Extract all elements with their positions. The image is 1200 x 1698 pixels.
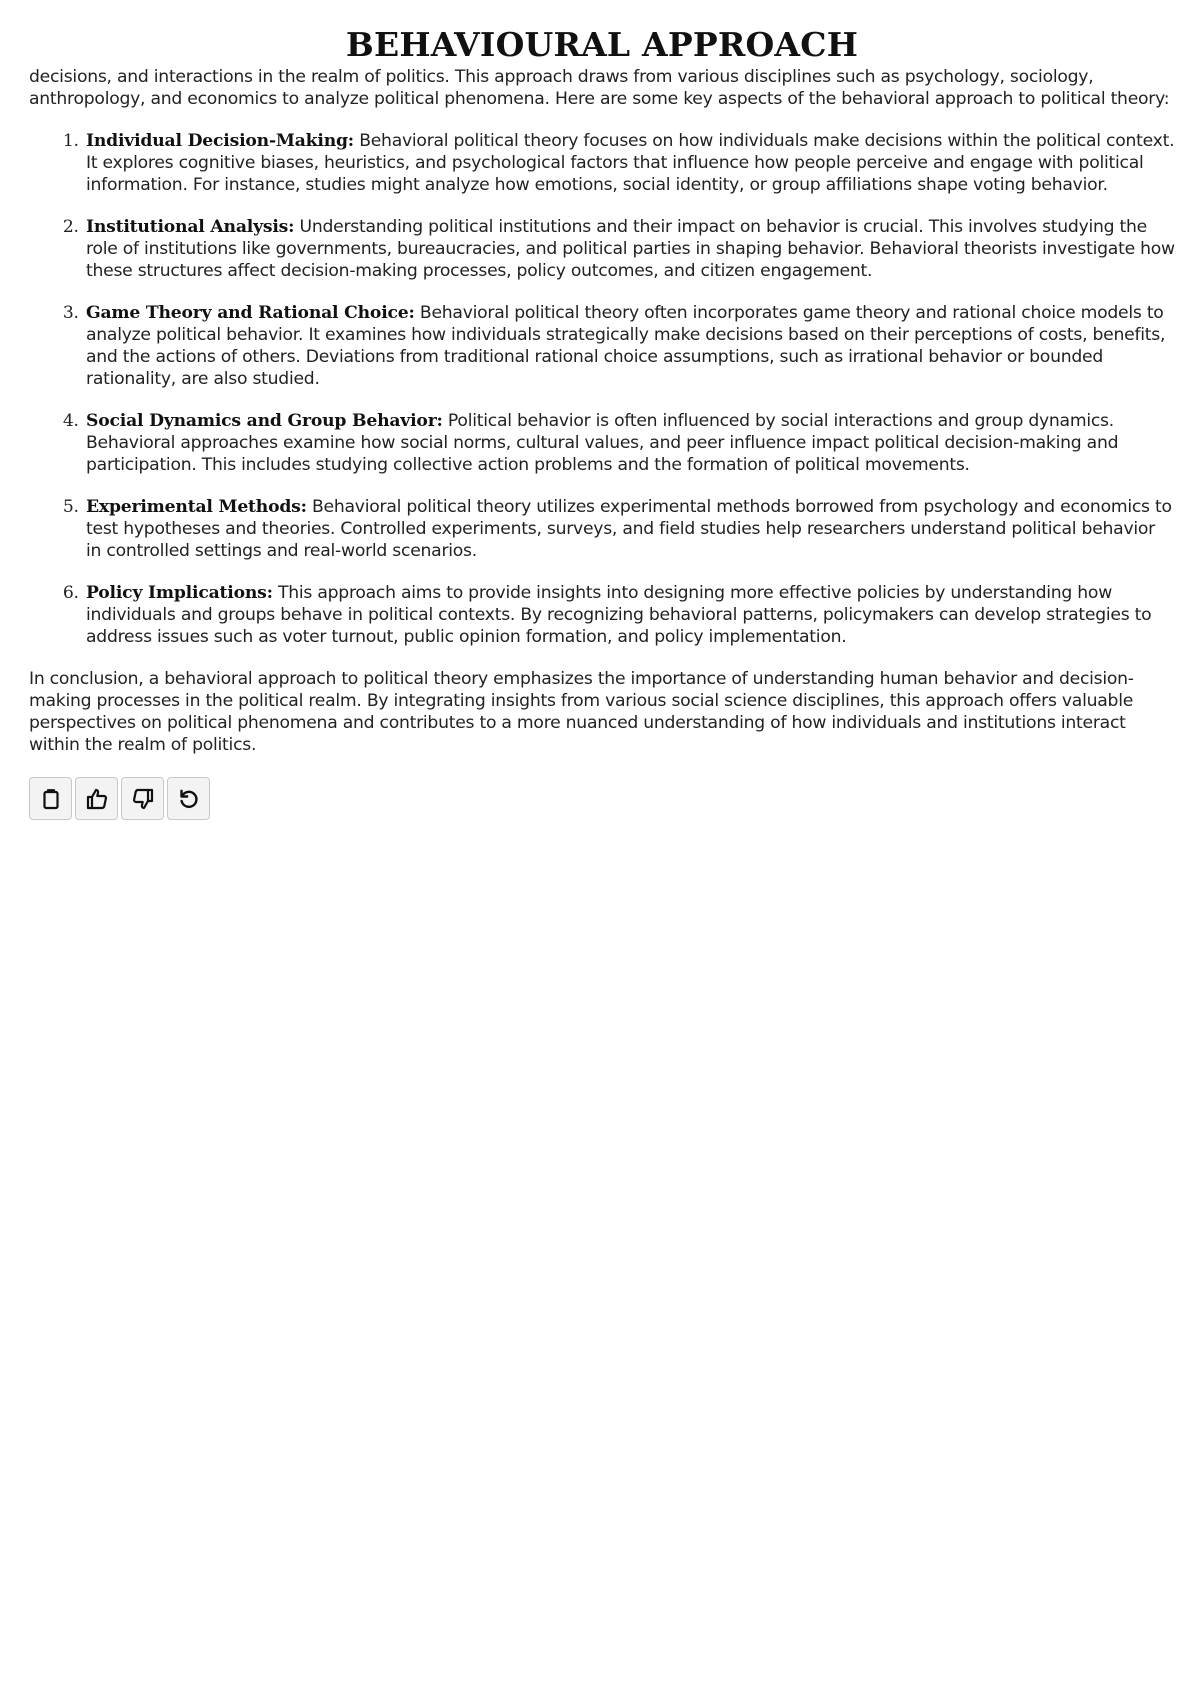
list-item-title: Social Dynamics and Group Behavior:: [86, 411, 443, 431]
list-item: [84, 130, 1175, 196]
message-actions-toolbar: [29, 777, 1175, 820]
document-title: BEHAVIOURAL APPROACH: [345, 25, 859, 64]
intro-paragraph: decisions, and interactions in the realm of politics. This approach draws from various disciplines such as psychology, sociology, anthropology, and economics to analyze political phenomena. Here are some key aspects of the behavioral approach to political theory:: [29, 67, 1170, 109]
key-aspects-list: [29, 130, 1175, 648]
regenerate-icon: [177, 787, 201, 811]
list-item-title: Institutional Analysis:: [86, 217, 295, 237]
thumbs-up-button[interactable]: [75, 777, 118, 820]
copy-button[interactable]: [29, 777, 72, 820]
list-item-text: Political behavior is often influenced by social interactions and group dynamics. Behavioral approaches examine how social norms, cultural values, and peer influence impact political decision-making and participation. This includes studying collective action problems and the formation of political movements.: [86, 411, 1119, 475]
list-item-title: Game Theory and Rational Choice:: [86, 303, 415, 323]
regenerate-button[interactable]: [167, 777, 210, 820]
clipboard-icon: [39, 787, 63, 811]
list-item: [84, 582, 1175, 648]
list-item-text: Understanding political institutions and their impact on behavior is crucial. This involves studying the role of institutions like governments, bureaucracies, and political parties in shaping behavior. Behavioral theorists investigate how these structures affect decision-making processes, policy outcomes, and citizen engagement.: [86, 217, 1175, 281]
list-item-text: Behavioral political theory utilizes experimental methods borrowed from psychology and economics to test hypotheses and theories. Controlled experiments, surveys, and field studies help researchers understand political behavior in controlled settings and real-world scenarios.: [86, 497, 1172, 561]
document-page: [29, 24, 1175, 820]
thumbs-down-icon: [131, 787, 155, 811]
list-item-text: Behavioral political theory focuses on how individuals make decisions within the political context. It explores cognitive biases, heuristics, and psychological factors that influence how people perceive and engage with political information. For instance, studies might analyze how emotions, social identity, or group affiliations shape voting behavior.: [86, 131, 1175, 195]
conclusion-paragraph: In conclusion, a behavioral approach to political theory emphasizes the importance of understanding human behavior and decision-making processes in the political realm. By integrating insights from various social science disciplines, this approach offers valuable perspectives on political phenomena and contributes to a more nuanced understanding of how individuals and institutions interact within the realm of politics.: [29, 669, 1134, 755]
thumbs-down-button[interactable]: [121, 777, 164, 820]
thumbs-up-icon: [85, 787, 109, 811]
list-item-title: Experimental Methods:: [86, 497, 307, 517]
list-item: [84, 302, 1175, 390]
list-item-text: This approach aims to provide insights into designing more effective policies by understanding how individuals and groups behave in political contexts. By recognizing behavioral patterns, policymakers can develop strategies to address issues such as voter turnout, public opinion formation, and policy implementation.: [86, 583, 1152, 647]
list-item-title: Individual Decision-Making:: [86, 131, 354, 151]
list-item: [84, 410, 1175, 476]
list-item-title: Policy Implications:: [86, 583, 273, 603]
list-item: [84, 216, 1175, 282]
list-item: [84, 496, 1175, 562]
list-item-text: Behavioral political theory often incorporates game theory and rational choice models to analyze political behavior. It examines how individuals strategically make decisions based on their perceptions of costs, benefits, and the actions of others. Deviations from traditional rational choice assumptions, such as irrational behavior or bounded rationality, are also studied.: [86, 303, 1166, 389]
